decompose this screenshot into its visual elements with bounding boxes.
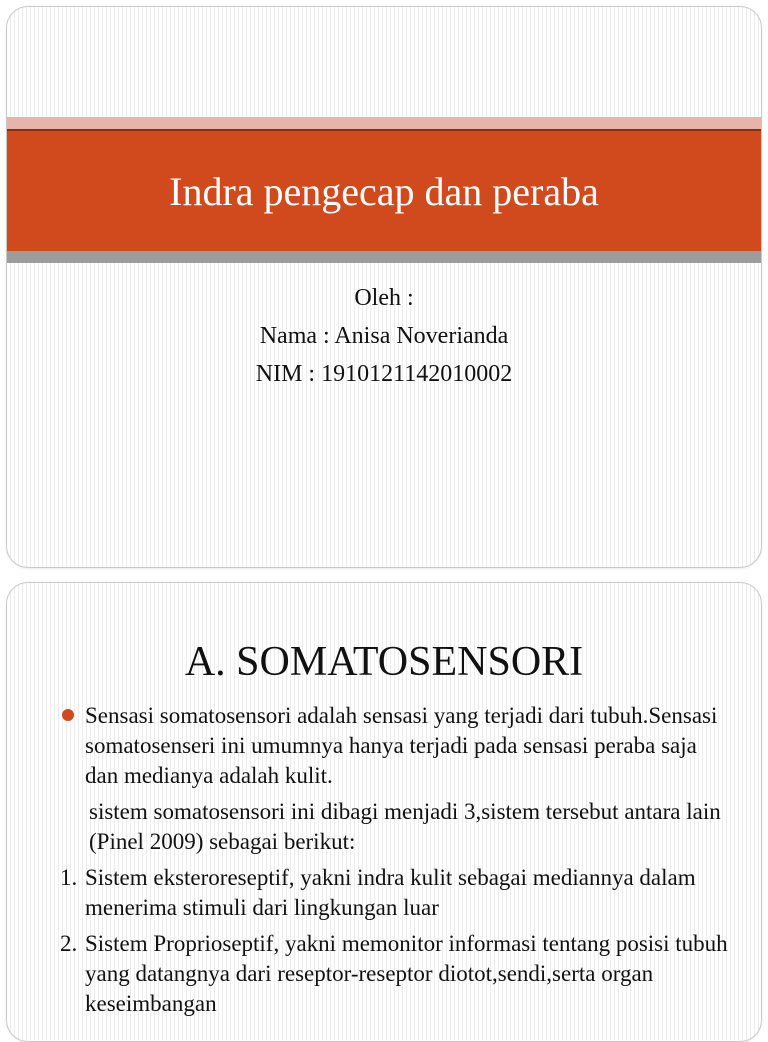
slide-title — [6, 6, 762, 568]
bullet-text: Sensasi somatosensori adalah sensasi yang terjadi dari tubuh.Sensasi somatosenseri ini umumnya hanya terjadi pada sensasi peraba saja dan medianya adalah kulit. — [85, 703, 718, 788]
slide-content — [6, 582, 762, 1042]
subtitle-block — [7, 279, 761, 393]
bullet-item — [85, 701, 735, 791]
list-item — [60, 863, 735, 923]
subtitle-line: NIM : 1910121142010002 — [255, 361, 513, 387]
subtitle-line: Oleh : — [354, 285, 414, 311]
list-item-text: Sistem Proprioseptif, yakni memonitor informasi tentang posisi tubuh yang datangnya dari reseptor-reseptor diotot,sendi,serta organ keseimbangan — [85, 931, 728, 1016]
list-item-text: Sistem eksteroreseptif, yakni indra kulit sebagai mediannya dalam menerima stimuli dari lingkungan luar — [85, 865, 696, 920]
bullet-dot-icon — [62, 709, 74, 721]
list-marker: 1. — [60, 865, 78, 890]
title-band-bottom — [7, 251, 761, 263]
list-item — [60, 929, 735, 1019]
slide-title-text: Indra pengecap dan peraba — [169, 169, 599, 214]
list-marker: 2. — [60, 931, 78, 956]
numbered-list — [60, 863, 735, 1019]
intro-text: sistem somatosensori ini dibagi menjadi 3,sistem tersebut antara lain (Pinel 2009) sebagai berikut: — [89, 799, 721, 854]
title-band — [7, 129, 761, 251]
title-band-top — [7, 117, 761, 129]
slide-body — [60, 701, 735, 1019]
slide-heading: A. SOMATOSENSORI — [184, 639, 584, 685]
subtitle-line: Nama : Anisa Noverianda — [259, 323, 509, 349]
